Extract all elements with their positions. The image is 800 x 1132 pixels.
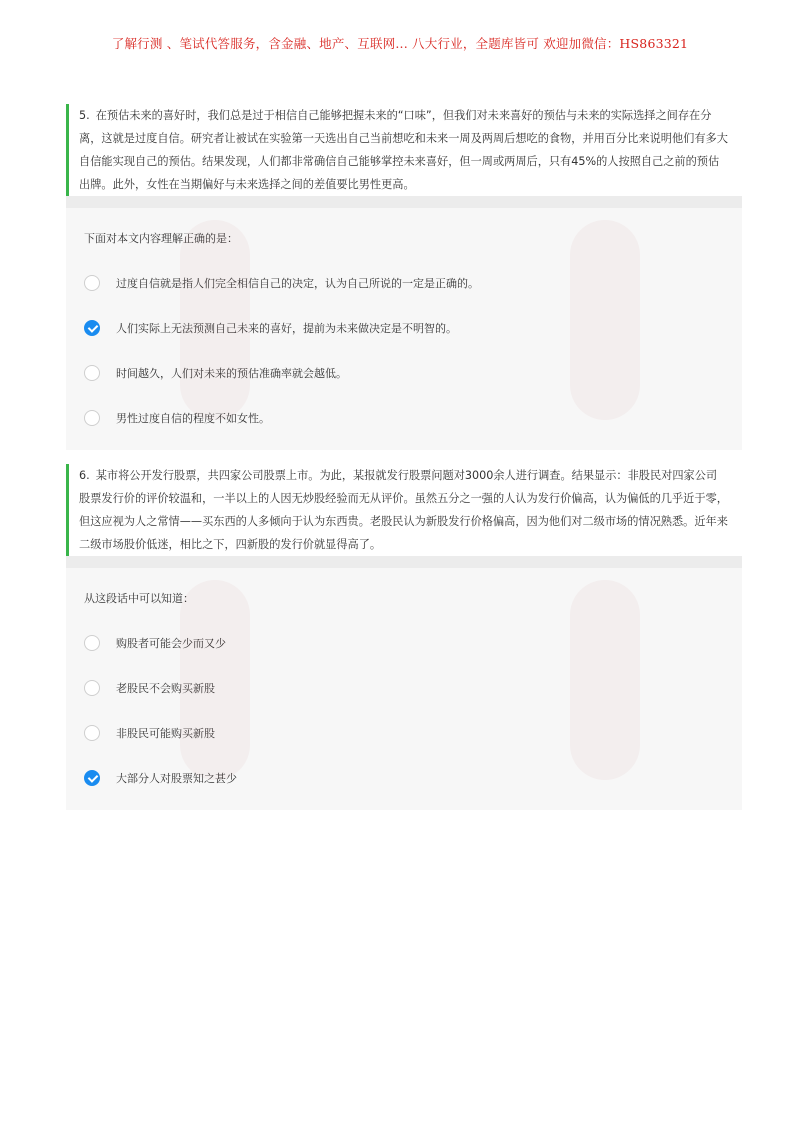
question-prompt: 从这段话中可以知道：: [84, 592, 194, 605]
radio-checked-icon[interactable]: [84, 770, 100, 786]
radio-unchecked-icon[interactable]: [84, 275, 100, 291]
watermark: [180, 220, 250, 420]
question-number: 5.: [79, 109, 90, 122]
option-label: 购股者可能会少而又少: [116, 636, 226, 650]
divider: [66, 556, 742, 568]
question-text: 某市将公开发行股票，共四家公司股票上市。为此，某报就发行股票问题对3000余人进行调查。结果显示：非股民对四家公司股票发行价的评价较温和，一半以上的人因无炒股经验而无从评价。虽然五分之一强的人认为发行价偏高，认为偏低的几乎近于零，但这应视为人之常情——买东西的人多倾向于认为东西贵。老股民认为新股发行价格偏高，因为他们对二级市场的情况熟悉。近年来二级市场股价低迷，相比之下，四新股的发行价就显得高了。: [79, 469, 728, 551]
question-text: 在预估未来的喜好时，我们总是过于相信自己能够把握未来的“口味”，但我们对未来喜好的预估与未来的实际选择之间存在分离，这就是过度自信。研究者让被试在实验第一天选出自己当前想吃和未来一周及两周后想吃的食物，并用百分比来说明他们有多大自信能实现自己的预估。结果发现，人们都非常确信自己能够掌控未来喜好，但一周或两周后，只有45%的人按照自己之前的预估出牌。此外，女性在当期偏好与未来选择之间的差值要比男性更高。: [79, 109, 728, 191]
option-label: 时间越久，人们对未来的预估准确率就会越低。: [116, 366, 347, 380]
radio-unchecked-icon[interactable]: [84, 635, 100, 651]
question-prompt: 下面对本文内容理解正确的是：: [84, 232, 238, 245]
option-label: 大部分人对股票知之甚少: [116, 771, 237, 785]
question-stem: [66, 104, 742, 196]
question-body: [66, 208, 742, 450]
option-label: 男性过度自信的程度不如女性。: [116, 411, 270, 425]
question-card: [66, 464, 742, 810]
question-body: [66, 568, 742, 810]
promo-banner: 了解行测 、笔试代答服务，含金融、地产、互联网... 八大行业，全题库皆可 欢迎加微信：HS863321: [111, 36, 689, 51]
option-label: 老股民不会购买新股: [116, 681, 215, 695]
option-label: 人们实际上无法预测自己未来的喜好，提前为未来做决定是不明智的。: [116, 321, 457, 335]
option-d[interactable]: [84, 395, 742, 440]
radio-unchecked-icon[interactable]: [84, 365, 100, 381]
question-card: [66, 104, 742, 450]
radio-unchecked-icon[interactable]: [84, 680, 100, 696]
radio-checked-icon[interactable]: [84, 320, 100, 336]
option-d[interactable]: [84, 755, 742, 800]
question-number: 6.: [79, 469, 90, 482]
radio-unchecked-icon[interactable]: [84, 725, 100, 741]
divider: [66, 196, 742, 208]
radio-unchecked-icon[interactable]: [84, 410, 100, 426]
watermark: [570, 220, 640, 420]
question-stem: [66, 464, 742, 556]
option-label: 过度自信就是指人们完全相信自己的决定，认为自己所说的一定是正确的。: [116, 276, 479, 290]
watermark: [570, 580, 640, 780]
watermark: [180, 580, 250, 780]
option-label: 非股民可能购买新股: [116, 726, 215, 740]
